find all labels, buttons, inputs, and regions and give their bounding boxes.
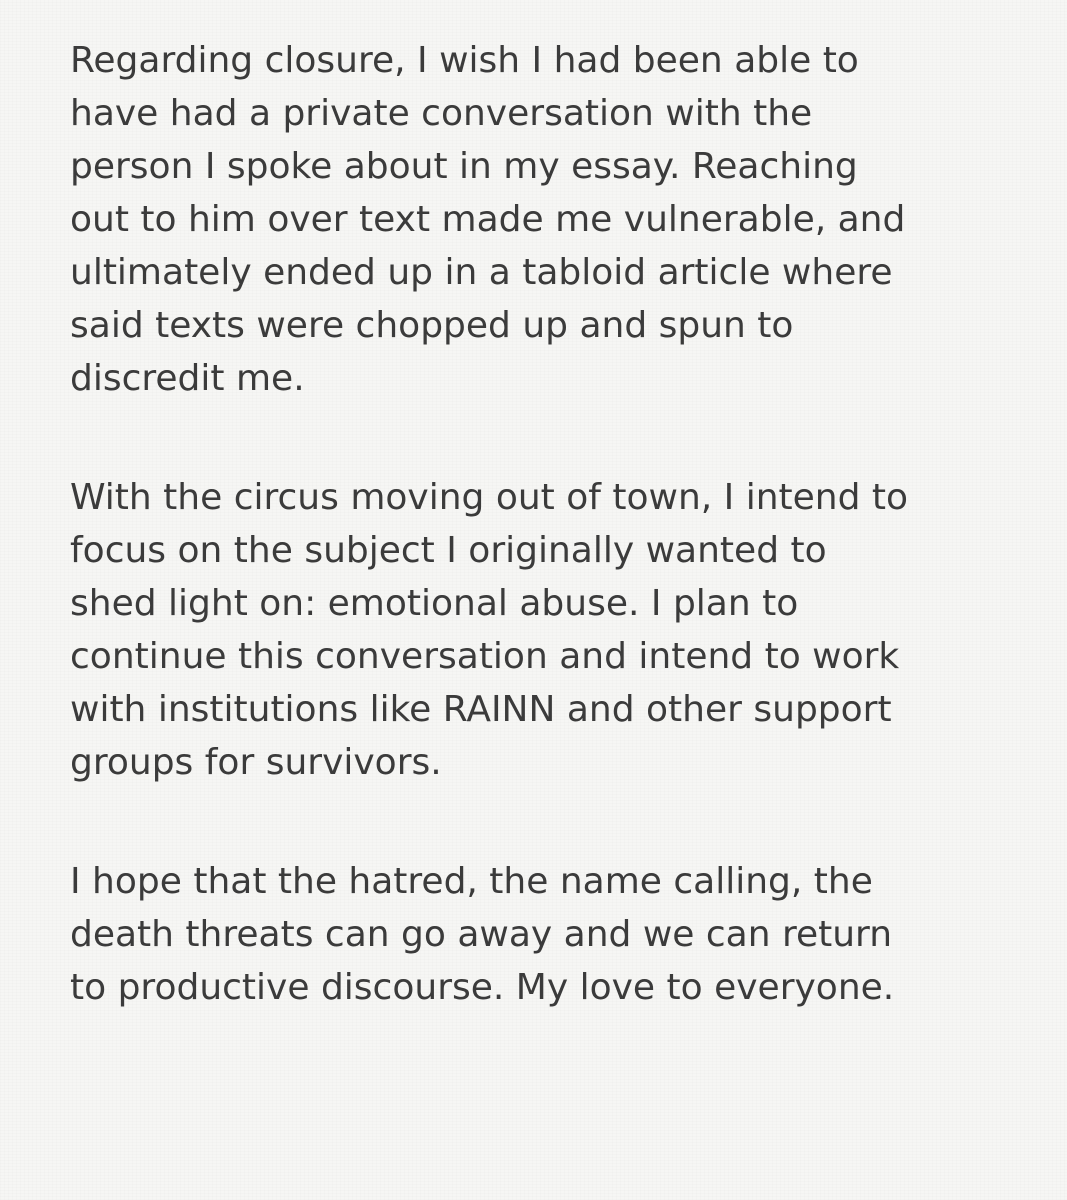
- text-line: to productive discourse. My love to everyone.: [70, 967, 895, 1008]
- text-line: person I spoke about in my essay. Reaching: [70, 146, 858, 187]
- text-line: with institutions like RAINN and other support: [70, 689, 892, 730]
- text-line: out to him over text made me vulnerable, and: [70, 199, 906, 240]
- text-line: discredit me.: [70, 358, 305, 399]
- paragraph-closure: [70, 34, 1007, 405]
- paragraph-hope: [70, 855, 1007, 1014]
- text-line: ultimately ended up in a tabloid article where: [70, 252, 893, 293]
- text-line: said texts were chopped up and spun to: [70, 305, 794, 346]
- text-line: continue this conversation and intend to work: [70, 636, 900, 677]
- text-line: death threats can go away and we can return: [70, 914, 893, 955]
- text-line: Regarding closure, I wish I had been able to: [70, 40, 859, 81]
- text-line: focus on the subject I originally wanted to: [70, 530, 827, 571]
- text-line: shed light on: emotional abuse. I plan to: [70, 583, 799, 624]
- text-line: With the circus moving out of town, I intend to: [70, 477, 909, 518]
- text-line: have had a private conversation with the: [70, 93, 813, 134]
- text-line: I hope that the hatred, the name calling, the: [70, 861, 873, 902]
- text-line: groups for survivors.: [70, 742, 442, 783]
- paragraph-focus: [70, 471, 1007, 789]
